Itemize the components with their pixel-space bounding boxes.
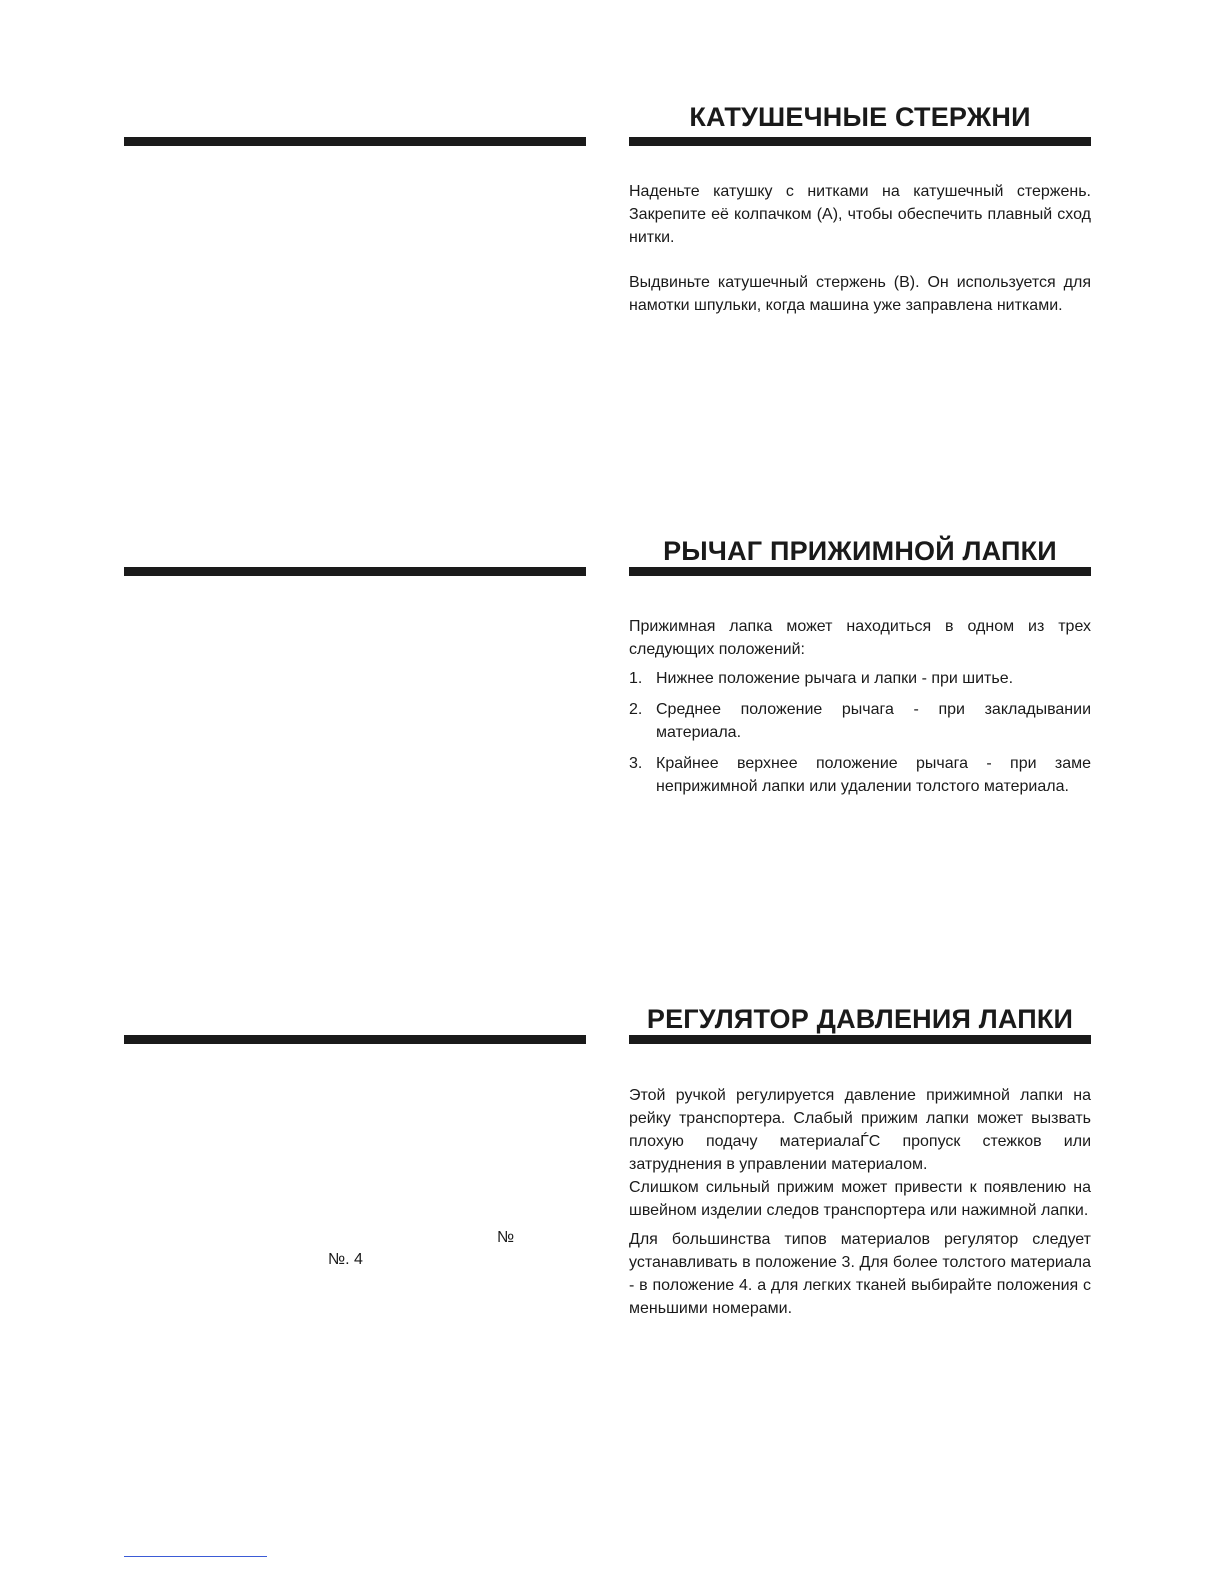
list-item-text: Среднее положение рычага - при закладывании материала.	[656, 701, 1091, 741]
paragraph: Выдвиньте катушечный стержень (В). Он используется для намотки шпульки, когда машина уже заправлена нитками.	[629, 274, 1091, 314]
list-item-number: 1.	[629, 670, 643, 687]
paragraph: Прижимная лапка может находиться в одном из трех следующих положений:	[629, 618, 1091, 658]
section-title-spool-pins: КАТУШЕЧНЫЕ СТЕРЖНИ	[689, 102, 1031, 132]
list-item	[629, 698, 1091, 744]
numero-four: №. 4	[328, 1251, 363, 1268]
list-item-number: 3.	[629, 755, 643, 772]
section-body-presser-foot-lever	[629, 615, 1091, 806]
paragraph: Слишком сильный прижим может привести к появлению на швейном изделии следов транспортера или нажимной лапки.	[629, 1179, 1091, 1219]
list-item-text: Нижнее положение рычага и лапки - при шитье.	[656, 670, 1014, 687]
paragraph: Наденьте катушку с нитками на катушечный стержень. Закрепите её колпачком (А), чтобы обеспечить плавный сход нитки.	[629, 183, 1091, 246]
list-item-number: 2.	[629, 701, 643, 718]
footer-link-underline	[124, 1556, 267, 1557]
list-item	[629, 752, 1091, 798]
list-item	[629, 667, 1091, 690]
numero-sign: №	[497, 1229, 515, 1246]
section-rule-left-2	[124, 567, 586, 576]
section-rule-left-1	[124, 137, 586, 146]
section-body-pressure-regulator	[629, 1084, 1091, 1320]
paragraph: Этой ручкой регулируется давление прижимной лапки на рейку транспортера. Слабый прижим лапки может вызвать плохую подачу материалаЃС пропуск стежков или затруднения в управлении материалом.	[629, 1087, 1091, 1173]
section-rule-left-3	[124, 1035, 586, 1044]
section-rule-right-1	[629, 137, 1091, 146]
section-rule-right-2	[629, 567, 1091, 576]
positions-list	[629, 667, 1091, 798]
list-item-text: Крайнее верхнее положение рычага - при заме неприжимной лапки или удалении толстого материала.	[656, 755, 1091, 795]
section-title-presser-foot-lever: РЫЧАГ ПРИЖИМНОЙ ЛАПКИ	[663, 536, 1057, 566]
section-body-spool-pins	[629, 180, 1091, 317]
section-rule-right-3	[629, 1035, 1091, 1044]
paragraph: Для большинства типов материалов регулятор следует устанавливать в положение 3. Для более толстого материала - в положение 4. а для легких тканей выбирайте положения с меньшими номерами.	[629, 1231, 1091, 1317]
section-title-pressure-regulator: РЕГУЛЯТОР ДАВЛЕНИЯ ЛАПКИ	[646, 1004, 1074, 1034]
